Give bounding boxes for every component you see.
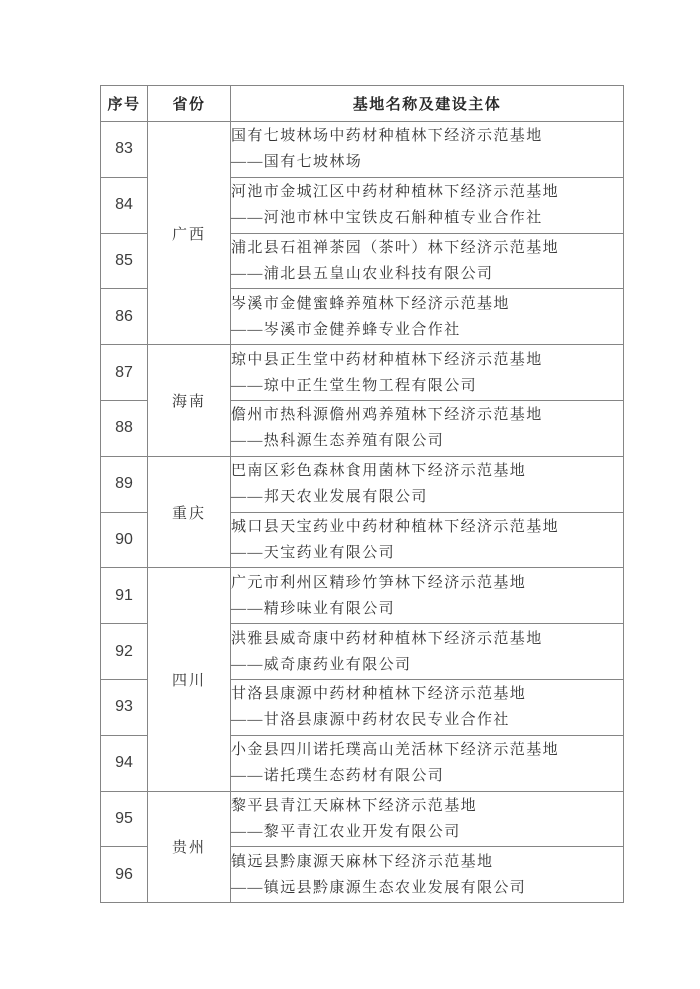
entity-line: ——琼中正生堂生物工程有限公司: [231, 377, 478, 394]
entity-line: ——威奇康药业有限公司: [231, 656, 412, 673]
base-name-line: 洪雅县威奇康中药材种植林下经济示范基地: [231, 630, 543, 647]
entity-line: ——精珍味业有限公司: [231, 600, 396, 617]
entity-line: ——浦北县五皇山农业科技有限公司: [231, 265, 494, 282]
col-header-base: 基地名称及建设主体: [231, 86, 624, 122]
base-cell: [231, 735, 624, 791]
serial-cell: 96: [101, 847, 148, 903]
base-cell: [231, 122, 624, 178]
entity-line: ——热科源生态养殖有限公司: [231, 433, 445, 450]
base-name-line: 甘洛县康源中药材种植林下经济示范基地: [231, 686, 527, 703]
base-cell: [231, 791, 624, 847]
base-cell: [231, 679, 624, 735]
base-name-line: 河池市金城江区中药材种植林下经济示范基地: [231, 184, 560, 201]
entity-line: ——邦天农业发展有限公司: [231, 489, 428, 506]
base-cell: [231, 177, 624, 233]
province-cell: 贵州: [148, 791, 231, 903]
entity-line: ——甘洛县康源中药材农民专业合作社: [231, 712, 510, 729]
base-name-line: 浦北县石祖禅茶园（茶叶）林下经济示范基地: [231, 239, 560, 256]
table-row: [101, 791, 624, 847]
entity-line: ——天宝药业有限公司: [231, 544, 396, 561]
base-name-line: 巴南区彩色森林食用菌林下经济示范基地: [231, 463, 527, 480]
serial-cell: 90: [101, 512, 148, 568]
serial-cell: 83: [101, 122, 148, 178]
serial-cell: 85: [101, 233, 148, 289]
base-cell: [231, 568, 624, 624]
provinces-bases-table: [100, 85, 624, 903]
base-cell: [231, 400, 624, 456]
table-row: [101, 456, 624, 512]
serial-cell: 95: [101, 791, 148, 847]
base-cell: [231, 847, 624, 903]
base-name-line: 儋州市热科源儋州鸡养殖林下经济示范基地: [231, 407, 543, 424]
base-name-line: 镇远县黔康源天麻林下经济示范基地: [231, 853, 494, 870]
col-header-province: 省份: [148, 86, 231, 122]
base-name-line: 黎平县青江天麻林下经济示范基地: [231, 797, 478, 814]
table-row: [101, 568, 624, 624]
entity-line: ——岑溪市金健养蜂专业合作社: [231, 321, 461, 338]
base-cell: [231, 624, 624, 680]
serial-cell: 87: [101, 345, 148, 401]
province-cell: 重庆: [148, 456, 231, 568]
serial-cell: 94: [101, 735, 148, 791]
base-name-line: 国有七坡林场中药材种植林下经济示范基地: [231, 128, 543, 145]
table-body: [101, 122, 624, 903]
serial-cell: 93: [101, 679, 148, 735]
table-row: [101, 122, 624, 178]
serial-cell: 92: [101, 624, 148, 680]
province-cell: 四川: [148, 568, 231, 791]
serial-cell: 86: [101, 289, 148, 345]
serial-cell: 91: [101, 568, 148, 624]
base-name-line: 小金县四川诺托璞高山羌活林下经济示范基地: [231, 742, 560, 759]
base-name-line: 广元市利州区精珍竹笋林下经济示范基地: [231, 574, 527, 591]
entity-line: ——镇远县黔康源生态农业发展有限公司: [231, 879, 527, 896]
base-name-line: 岑溪市金健蜜蜂养殖林下经济示范基地: [231, 295, 510, 312]
base-cell: [231, 289, 624, 345]
serial-cell: 84: [101, 177, 148, 233]
col-header-serial: 序号: [101, 86, 148, 122]
province-cell: 广西: [148, 122, 231, 345]
province-cell: 海南: [148, 345, 231, 457]
entity-line: ——河池市林中宝铁皮石斛种植专业合作社: [231, 210, 543, 227]
base-name-line: 城口县天宝药业中药材种植林下经济示范基地: [231, 518, 560, 535]
base-name-line: 琼中县正生堂中药材种植林下经济示范基地: [231, 351, 543, 368]
base-cell: [231, 456, 624, 512]
entity-line: ——黎平青江农业开发有限公司: [231, 823, 461, 840]
entity-line: ——国有七坡林场: [231, 154, 363, 171]
table-header-row: [101, 86, 624, 122]
entity-line: ——诺托璞生态药材有限公司: [231, 768, 445, 785]
base-cell: [231, 233, 624, 289]
serial-cell: 88: [101, 400, 148, 456]
serial-cell: 89: [101, 456, 148, 512]
base-cell: [231, 345, 624, 401]
table-row: [101, 345, 624, 401]
base-cell: [231, 512, 624, 568]
